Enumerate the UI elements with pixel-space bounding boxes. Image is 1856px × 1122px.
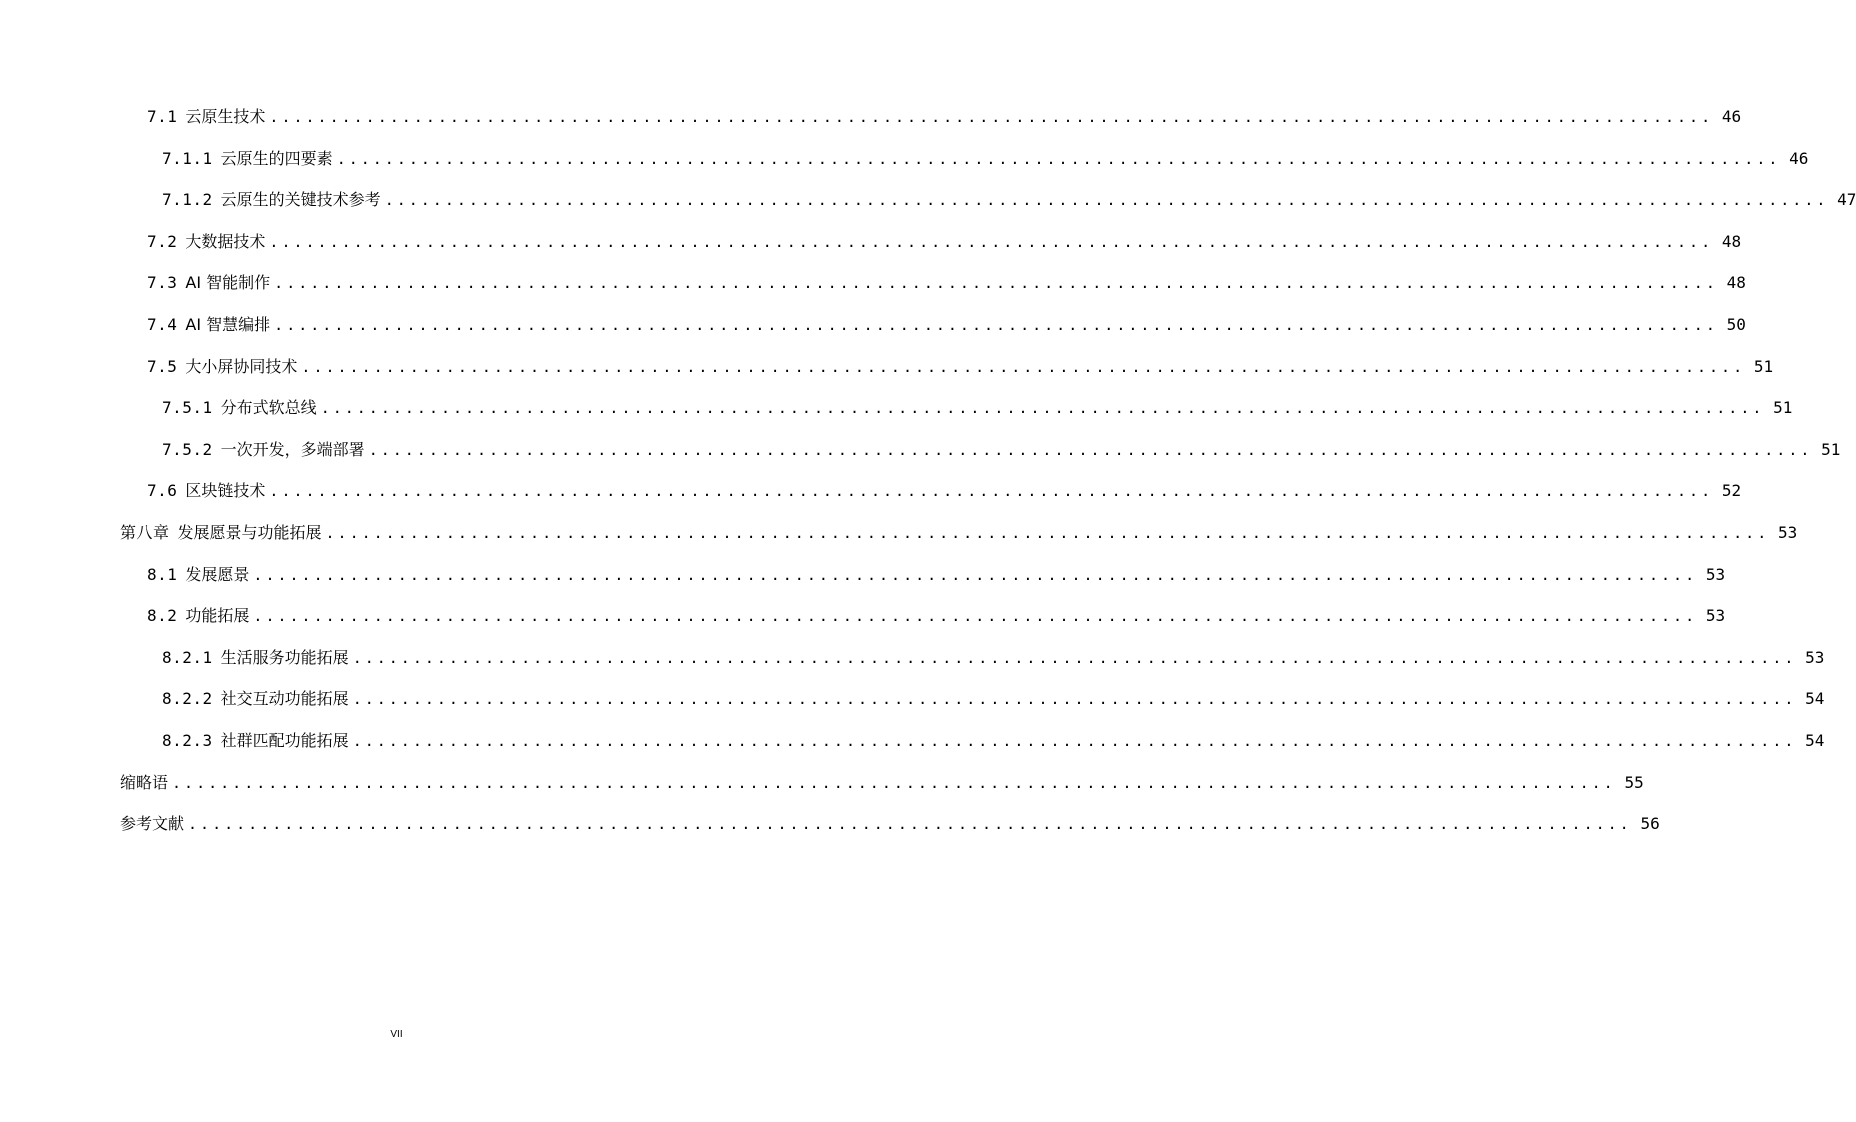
toc-entry[interactable] (162, 188, 1856, 212)
toc-entry[interactable] (162, 687, 1825, 711)
toc-entry[interactable] (147, 271, 1746, 295)
toc-leader-dots: ........................................................................................................................ (188, 815, 1632, 834)
toc-entry-title: AI 智能制作 (185, 273, 271, 293)
toc-leader-dots: ........................................................................................................................ (368, 440, 1813, 459)
toc-entry-title: 大数据技术 (185, 231, 266, 251)
toc-entry-title: 缩略语 (120, 772, 169, 792)
toc-entry[interactable] (147, 105, 1742, 129)
toc-entry-page: 54 (1805, 731, 1825, 750)
toc-leader-dots: ........................................................................................................................ (325, 524, 1770, 542)
toc-leader-dots: ........................................................................................................................ (269, 108, 1714, 126)
toc-entry-page: 52 (1721, 481, 1742, 501)
toc-entry-number: 7.5 (147, 356, 178, 376)
toc-entry-page: 48 (1721, 231, 1742, 251)
toc-entry-number: 第八章 (120, 523, 170, 542)
toc-entry-number: 7.4 (147, 315, 178, 334)
toc-entry-number: 7.6 (147, 481, 178, 501)
toc-entry[interactable] (147, 355, 1774, 379)
toc-entry-number: 7.1.1 (162, 148, 213, 168)
toc-entry-title: 一次开发，多端部署 (220, 439, 365, 459)
toc-entry-number: 8.2.1 (162, 647, 213, 667)
toc-entry-page: 55 (1624, 772, 1644, 792)
toc-entry-page: 46 (1721, 107, 1742, 126)
toc-entry-number: 7.3 (147, 273, 178, 293)
toc-entry-title: 功能拓展 (185, 606, 250, 626)
toc-leader-dots: ........................................................................................................................ (253, 565, 1698, 584)
toc-entry-title: 发展愿景 (185, 564, 250, 584)
toc-entry-number: 7.5.1 (162, 398, 213, 418)
toc-entry-number: 8.2.3 (162, 731, 213, 750)
toc-entry-number: 7.1.2 (162, 190, 213, 210)
toc-entry-number: 7.1 (147, 107, 178, 126)
toc-leader-dots: ........................................................................................................................ (172, 773, 1616, 792)
toc-entry-page: 50 (1726, 315, 1746, 334)
toc-entry-title: 参考文献 (120, 814, 185, 834)
toc-entry-number: 8.2 (147, 606, 178, 626)
toc-entry-title: 云原生的四要素 (220, 148, 333, 168)
toc-leader-dots: ........................................................................................................................ (301, 357, 1746, 376)
toc-entry-number: 8.2.2 (162, 689, 213, 709)
page-number: VII (390, 1029, 403, 1040)
toc-leader-dots: ........................................................................................................................ (352, 648, 1797, 667)
toc-leader-dots: ........................................................................................................................ (274, 316, 1718, 334)
toc-entry-page: 51 (1753, 356, 1774, 376)
toc-entry-title: 云原生技术 (185, 107, 266, 126)
toc-entry[interactable] (147, 479, 1742, 503)
toc-leader-dots: ........................................................................................................................ (269, 482, 1714, 501)
toc-entry[interactable] (147, 313, 1746, 337)
toc-entry[interactable] (162, 147, 1809, 171)
toc-entry-title: 生活服务功能拓展 (220, 647, 349, 667)
toc-entry-title: 社群匹配功能拓展 (220, 731, 349, 750)
toc-entry[interactable] (162, 396, 1793, 420)
toc-entry-page: 56 (1640, 814, 1660, 834)
toc-leader-dots: ........................................................................................................................ (269, 232, 1714, 251)
toc-entry-page: 53 (1777, 523, 1798, 542)
toc-entry-title: 大小屏协同技术 (185, 356, 298, 376)
toc-entry[interactable] (120, 771, 1644, 795)
toc-leader-dots: ........................................................................................................................ (253, 607, 1698, 626)
toc-entry-title: 云原生的关键技术参考 (220, 190, 381, 210)
toc-entry-page: 53 (1805, 647, 1825, 667)
toc-leader-dots: ........................................................................................................................ (384, 191, 1829, 210)
toc-entry[interactable] (147, 563, 1726, 587)
toc-entry[interactable] (120, 812, 1660, 836)
toc-entry[interactable] (120, 521, 1798, 545)
toc-entry-title: AI 智慧编排 (185, 315, 271, 334)
toc-entry-number: 8.1 (147, 564, 178, 584)
toc-entry-title: 社交互动功能拓展 (220, 689, 349, 709)
toc-entry-page: 48 (1726, 273, 1746, 293)
toc-entry-title: 分布式软总线 (220, 398, 317, 418)
toc-entry-page: 51 (1773, 398, 1793, 418)
toc-entry[interactable] (162, 729, 1825, 753)
toc-entry[interactable] (162, 646, 1825, 670)
toc-entry[interactable] (162, 438, 1841, 462)
toc-leader-dots: ........................................................................................................................ (336, 149, 1781, 168)
toc-entry-title: 发展愿景与功能拓展 (177, 523, 322, 542)
toc-entry-page: 51 (1821, 439, 1841, 459)
toc-leader-dots: ........................................................................................................................ (352, 732, 1797, 750)
toc-leader-dots: ........................................................................................................................ (320, 399, 1765, 418)
toc-entry[interactable] (147, 604, 1726, 628)
toc-entry[interactable] (147, 230, 1742, 254)
toc-entry-page: 46 (1789, 148, 1809, 168)
toc-entry-title: 区块链技术 (185, 481, 266, 501)
toc-entry-page: 53 (1705, 564, 1726, 584)
toc-entry-number: 7.5.2 (162, 439, 213, 459)
toc-leader-dots: ........................................................................................................................ (274, 274, 1718, 293)
toc-entry-page: 47 (1837, 190, 1856, 210)
toc-entry-number: 7.2 (147, 231, 178, 251)
toc-entry-page: 54 (1805, 689, 1825, 709)
toc-entry-page: 53 (1705, 606, 1726, 626)
toc-leader-dots: ........................................................................................................................ (352, 690, 1797, 709)
